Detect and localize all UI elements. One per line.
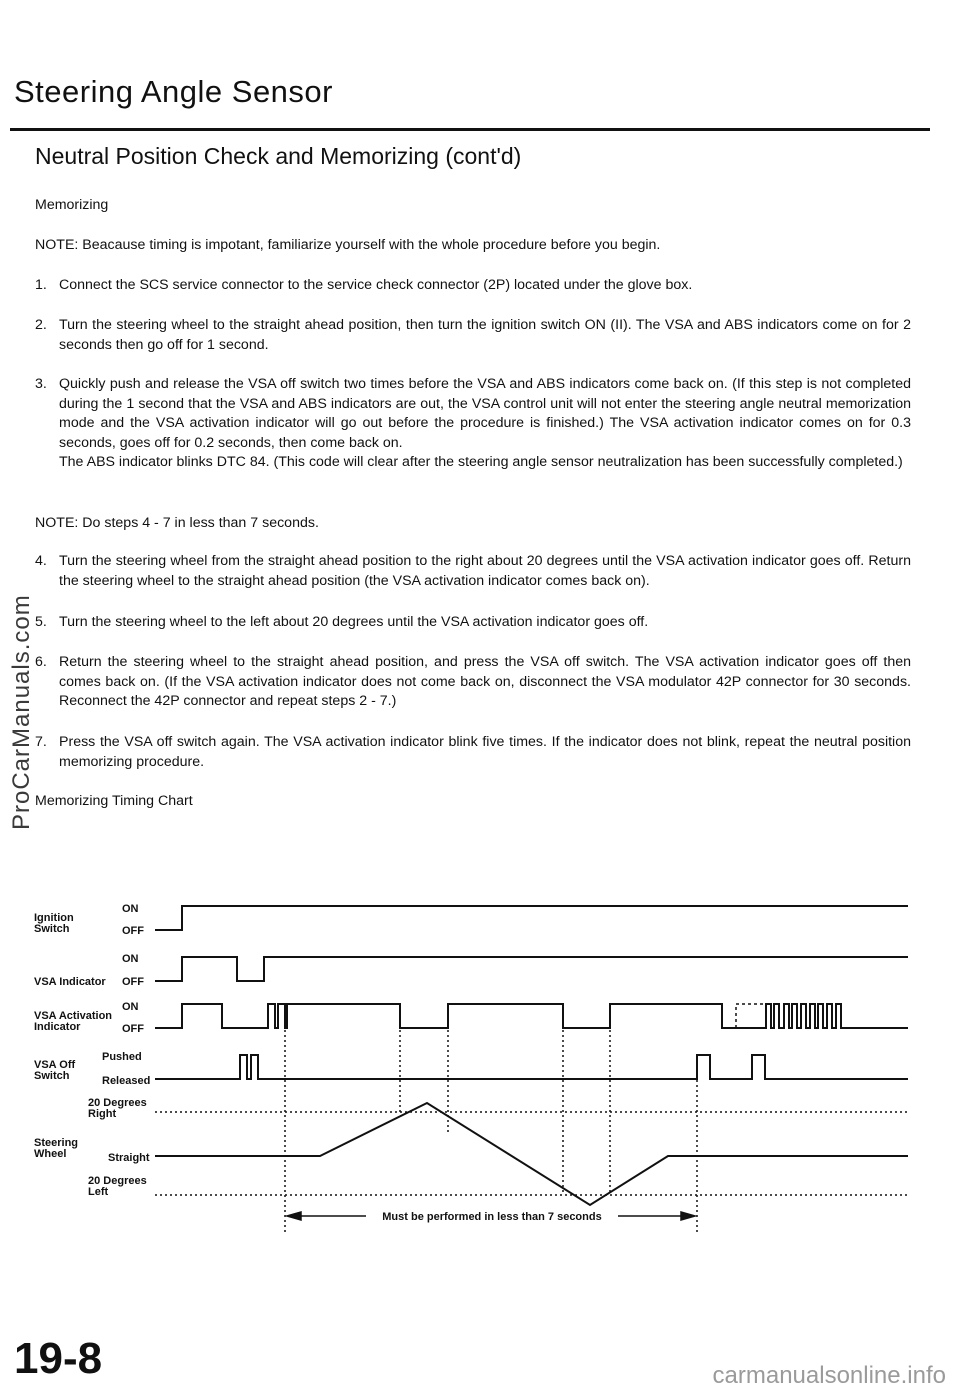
state-deg-left: 20 Degrees Left — [88, 1175, 147, 1198]
timing-chart — [0, 880, 960, 1250]
label-ignition-switch: Ignition Switch — [34, 912, 74, 935]
state-straight: Straight — [108, 1152, 150, 1164]
blink-window — [736, 1004, 766, 1028]
step-2 — [35, 316, 911, 355]
step-text: Press the VSA off switch again. The VSA activation indicator blink five times. If the indicator does not blink, repeat the neutral position memorizing procedure. — [59, 734, 911, 770]
section-subtitle: Neutral Position Check and Memorizing (cont'd) — [35, 143, 522, 169]
step-text: Turn the steering wheel to the straight ahead position, then turn the ignition switch ON (II). The VSA and ABS indicators come on for 2 seconds then go off for 1 second. — [59, 317, 911, 353]
step-text-continued: The ABS indicator blinks DTC 84. (This code will clear after the steering angle sensor neutralization has been successfully completed.) — [59, 454, 903, 470]
state-vsa-act-on: ON — [122, 1001, 139, 1013]
step-number: 3. — [35, 376, 47, 392]
label-steering-wheel: Steering Wheel — [34, 1137, 79, 1160]
footer-site: carmanualsonline.info — [712, 1362, 946, 1389]
note-timing: NOTE: Beacause timing is impotant, familiarize yourself with the whole procedure before you begin. — [35, 237, 661, 253]
step-7 — [35, 733, 911, 772]
label-vsa-indicator: VSA Indicator — [34, 976, 106, 988]
step-number: 1. — [35, 277, 47, 293]
step-number: 4. — [35, 553, 47, 569]
chart-caption: Memorizing Timing Chart — [35, 793, 193, 809]
state-switch-pushed: Pushed — [102, 1051, 142, 1063]
step-text: Turn the steering wheel to the left about 20 degrees until the VSA activation indicator goes off. — [59, 614, 649, 630]
step-text: Connect the SCS service connector to the service check connector (2P) located under the glove box. — [59, 277, 693, 293]
title-rule — [10, 128, 930, 131]
arrow-head-left — [287, 1212, 301, 1220]
step-number: 2. — [35, 317, 47, 333]
label-vsa-activation: VSA Activation Indicator — [34, 1010, 113, 1033]
vsa-indicator-waveform — [155, 957, 908, 981]
vsa-activation-waveform — [155, 1004, 908, 1028]
page-title: Steering Angle Sensor — [14, 74, 333, 109]
timing-annotation: Must be performed in less than 7 seconds — [382, 1211, 602, 1223]
ignition-waveform — [155, 906, 908, 930]
step-3 — [35, 375, 911, 473]
state-ignition-on: ON — [122, 903, 139, 915]
page-number: 19-8 — [14, 1334, 103, 1383]
arrow-head-right — [681, 1212, 695, 1220]
steering-waveform — [155, 1103, 908, 1205]
state-vsa-ind-on: ON — [122, 953, 139, 965]
state-deg-right: 20 Degrees Right — [88, 1097, 147, 1120]
step-4 — [35, 552, 911, 591]
step-number: 7. — [35, 734, 47, 750]
step-5 — [35, 613, 911, 633]
step-text: Return the steering wheel to the straight ahead position, and press the VSA off switch. The VSA activation indicator goes off then comes back on. (If the VSA activation indicator does not come back on, disconnect the VSA modulator 42P connector for 30 seconds. Reconnect the 42P connector and repeat steps 2 - 7.) — [59, 654, 911, 709]
step-number: 5. — [35, 614, 47, 630]
step-6 — [35, 653, 911, 712]
state-vsa-act-off: OFF — [122, 1023, 144, 1035]
state-vsa-ind-off: OFF — [122, 976, 144, 988]
label-vsa-off-switch: VSA Off Switch — [34, 1059, 76, 1082]
note-steps: NOTE: Do steps 4 - 7 in less than 7 seconds. — [35, 515, 319, 531]
step-text: Turn the steering wheel from the straight ahead position to the right about 20 degrees until the VSA activation indicator goes off. Return the steering wheel to the straight ahead position (the VSA activation indicator comes back on). — [59, 553, 911, 589]
state-ignition-off: OFF — [122, 925, 144, 937]
state-switch-released: Released — [102, 1075, 151, 1087]
watermark: ProCarManuals.com — [8, 594, 35, 830]
memorizing-label: Memorizing — [35, 197, 109, 213]
step-number: 6. — [35, 654, 47, 670]
step-1 — [35, 276, 911, 296]
step-text: Quickly push and release the VSA off switch two times before the VSA and ABS indicators come back on. (If this step is not completed during the 1 second that the VSA and ABS indicators are out, the VSA control unit will not enter the steering angle neutral memorization mode and the VSA activation indicator will go out before the procedure is finished.) The VSA activation indicator comes on for 0.3 seconds, goes off for 0.2 seconds, then come back on. — [59, 376, 911, 451]
vsa-off-switch-waveform — [155, 1055, 908, 1079]
